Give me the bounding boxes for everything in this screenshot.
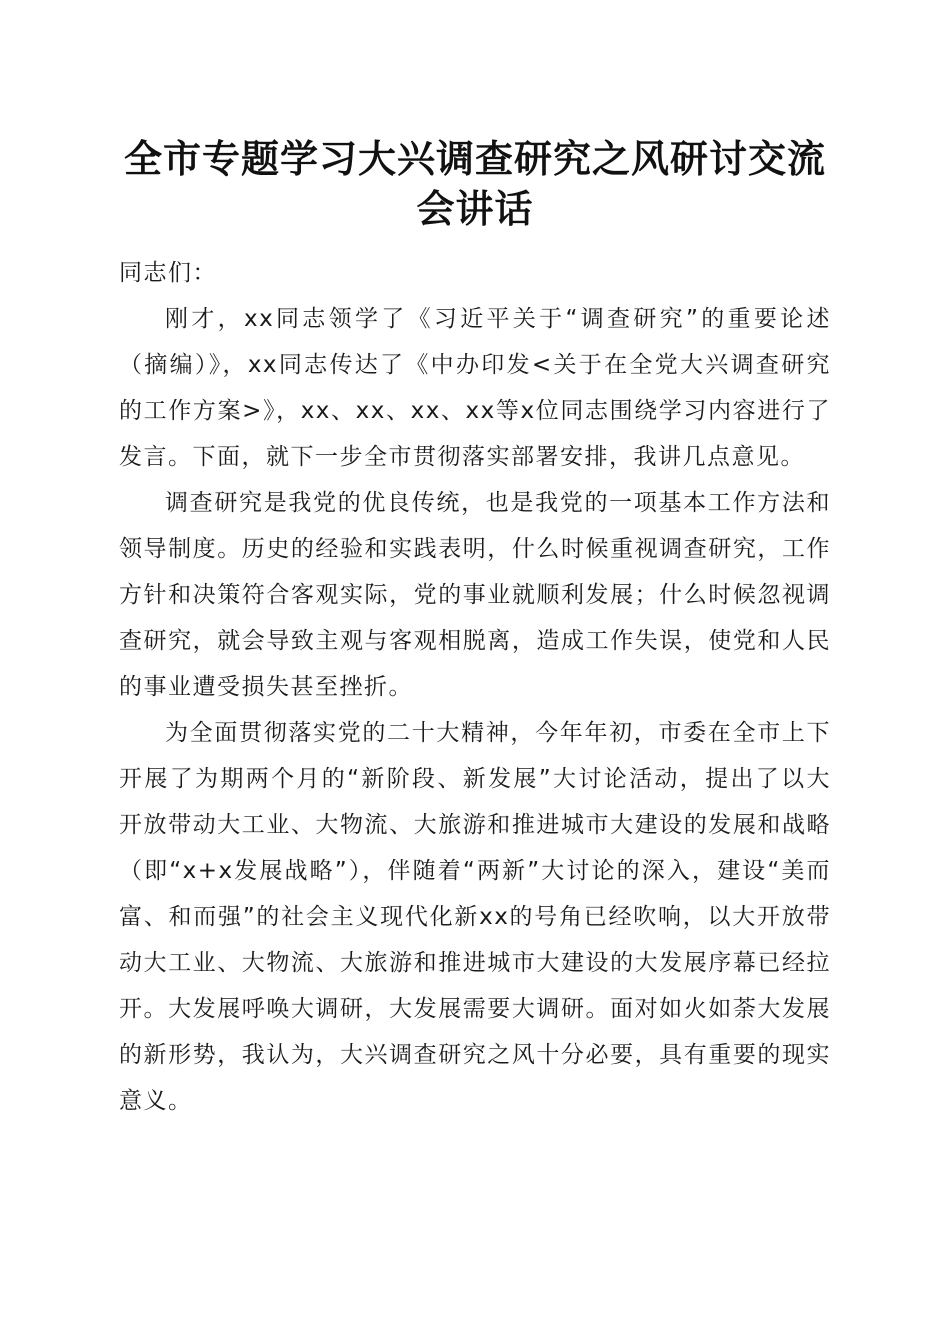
document-body	[119, 250, 831, 1124]
salutation: 同志们：	[119, 260, 217, 286]
document-title: 全市专题学习大兴调查研究之风研讨交流会讲话	[123, 136, 826, 231]
paragraph: 刚才，xx同志领学了《习近平关于“调查研究”的重要论述（摘编）》，xx同志传达了《中办印发<关于在全党大兴调查研究的工作方案>》，xx、xx、xx、xx等x位同志围绕学习内容进行了发言。下面，就下一步全市贯彻落实部署安排，我讲几点意见。	[119, 306, 831, 470]
paragraph: 调查研究是我党的优良传统，也是我党的一项基本工作方法和领导制度。历史的经验和实践表明，什么时候重视调查研究，工作方针和决策符合客观实际，党的事业就顺利发展；什么时候忽视调查研究，就会导致主观与客观相脱离，造成工作失误，使党和人民的事业遭受损失甚至挫折。	[119, 490, 831, 700]
paragraph: 为全面贯彻落实党的二十大精神，今年年初，市委在全市上下开展了为期两个月的“新阶段、新发展”大讨论活动，提出了以大开放带动大工业、大物流、大旅游和推进城市大建设的发展和战略（即“x+x发展战略”），伴随着“两新”大讨论的深入，建设“美而富、和而强”的社会主义现代化新xx的号角已经吹响，以大开放带动大工业、大物流、大旅游和推进城市大建设的大发展序幕已经拉开。大发展呼唤大调研，大发展需要大调研。面对如火如荼大发展的新形势，我认为，大兴调查研究之风十分必要，具有重要的现实意义。	[119, 720, 831, 1114]
